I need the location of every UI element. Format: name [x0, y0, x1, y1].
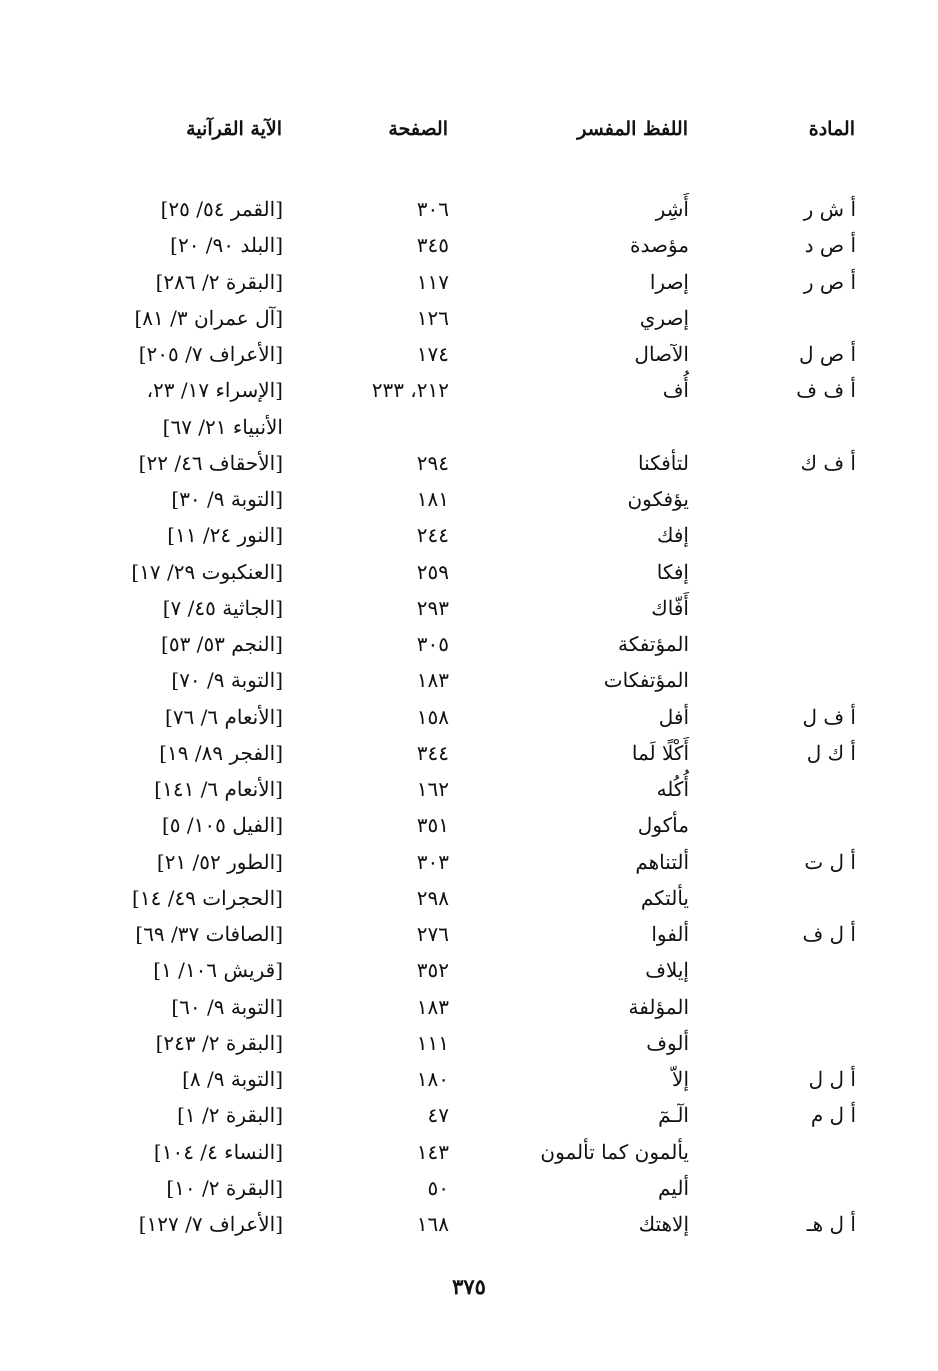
table-row: [0, 989, 938, 1025]
page-cell: ٣٤٤: [416, 740, 449, 765]
header-word: اللفظ المفسر: [577, 118, 688, 140]
verse-cell: [قريش ١٠٦/ ١]: [153, 958, 283, 983]
page-cell: ٣٠٥: [416, 632, 449, 656]
verse-cell: [الجاثية ٤٥/ ٧]: [162, 595, 283, 620]
table-row: [0, 1025, 938, 1061]
page-cell: ٢٩٨: [416, 885, 449, 910]
verse-cell: [الأعراف ٧/ ٢٠٥]: [138, 342, 283, 366]
page-cell: ١٧٤: [416, 342, 449, 366]
page-cell: ١٥٨: [416, 704, 449, 729]
page-number: ٣٧٥: [452, 1274, 486, 1299]
page-cell: ٥٠: [427, 1175, 449, 1200]
verse-cell: [البقرة ٢/ ٢٤٣]: [155, 1030, 283, 1055]
page-cell: ٢٤٤: [416, 523, 449, 548]
page-cell: ١٨٣: [416, 994, 449, 1019]
page-cell: ٣٥١: [416, 813, 449, 838]
table-row: [0, 844, 938, 880]
verse-cell: [النجم ٥٣/ ٥٣]: [161, 632, 283, 656]
word-cell: ألفوا: [651, 922, 689, 946]
table-row: [0, 699, 938, 735]
verse-cell: [البلد ٩٠/ ٢٠]: [170, 233, 283, 258]
word-cell: أُكُله: [656, 777, 689, 801]
table-row: [0, 880, 938, 916]
verse-cell: [الأحقاف ٤٦/ ٢٢]: [138, 450, 283, 475]
table-row: [0, 626, 938, 662]
page-cell: ١١١: [416, 1030, 449, 1055]
verse-cell: [الصافات ٣٧/ ٦٩]: [135, 922, 283, 946]
verse-cell: [الحجرات ٤٩/ ١٤]: [132, 885, 283, 910]
table-row: [0, 590, 938, 626]
page-cell: ٣٠٣: [416, 849, 449, 874]
word-cell: أفل: [658, 704, 689, 729]
root-cell: أ ك ل: [806, 740, 856, 765]
page-cell: ١١٧: [416, 269, 449, 294]
header-page: الصفحة: [388, 118, 448, 140]
page-cell: ١٦٨: [416, 1212, 449, 1236]
table-row: [0, 517, 938, 553]
table-row: [0, 807, 938, 843]
word-cell: إصري: [639, 305, 689, 330]
table-row: [0, 554, 938, 590]
verse-cell: الأنبياء ٢١/ ٦٧]: [162, 414, 283, 439]
root-cell: أ ل ل: [808, 1067, 856, 1091]
word-cell: لتأفكنا: [638, 450, 689, 475]
verse-cell: [التوبة ٩/ ٨]: [182, 1067, 283, 1091]
word-cell: أَفّاك: [651, 595, 689, 620]
word-cell: إفك: [657, 523, 689, 548]
table-row: [0, 264, 938, 300]
verse-cell: [آل عمران ٣/ ٨١]: [134, 305, 283, 330]
root-cell: أ ص ر: [803, 269, 856, 294]
table-row: [0, 662, 938, 698]
word-cell: أليم: [658, 1175, 689, 1200]
table-row: [0, 1170, 938, 1206]
word-cell: ألوف: [646, 1030, 689, 1055]
verse-cell: [الإسراء ١٧/ ٢٣،: [146, 378, 283, 403]
word-cell: يألتكم: [640, 885, 689, 910]
root-cell: أ ف ف: [796, 378, 856, 403]
table-row: [0, 481, 938, 517]
verse-cell: [التوبة ٩/ ٣٠]: [171, 487, 283, 511]
root-cell: أ ل هـ: [806, 1212, 856, 1236]
table-row: [0, 445, 938, 481]
root-cell: أ ص ل: [799, 342, 856, 366]
word-cell: المؤلفة: [628, 994, 689, 1019]
verse-cell: [العنكبوت ٢٩/ ١٧]: [131, 559, 283, 584]
verse-cell: [الأنعام ٦/ ١٤١]: [154, 777, 283, 801]
page-cell: ١٨٠: [416, 1067, 449, 1091]
root-cell: أ ف ل: [802, 704, 856, 729]
word-cell: المؤتفكات: [603, 668, 689, 693]
word-cell: مؤصدة: [629, 233, 689, 258]
verse-cell: [الأنعام ٦/ ٧٦]: [165, 704, 283, 729]
page-cell: ١٦٢: [416, 777, 449, 801]
page-cell: ١٨١: [416, 487, 449, 511]
word-cell: المؤتفكة: [618, 632, 689, 656]
table-row: [0, 227, 938, 263]
verse-cell: [الأعراف ٧/ ١٢٧]: [138, 1212, 283, 1236]
root-cell: أ ص د: [804, 233, 856, 258]
page-cell: ٢٧٦: [416, 922, 449, 946]
page-cell: ١٢٦: [416, 305, 449, 330]
table-row: [0, 1097, 938, 1133]
table-row: [0, 300, 938, 336]
word-cell: أَشِر: [655, 197, 689, 221]
page-cell: ٣٥٢: [416, 958, 449, 983]
table-row: [0, 372, 938, 408]
verse-cell: [الطور ٥٢/ ٢١]: [156, 849, 283, 874]
page-cell: ٢٩٤: [416, 450, 449, 475]
verse-cell: [النساء ٤/ ١٠٤]: [153, 1139, 283, 1164]
table-row: [0, 409, 938, 445]
root-cell: أ ش ر: [803, 197, 856, 221]
word-cell: ألتناهم: [635, 849, 689, 874]
page-cell: ١٤٣: [416, 1139, 449, 1164]
page-cell: ٣٠٦: [416, 197, 449, 221]
word-cell: يؤفكون: [627, 487, 689, 511]
word-cell: يألمون كما تألمون: [540, 1139, 689, 1164]
index-table: [0, 191, 938, 1242]
table-row: [0, 916, 938, 952]
table-row: [0, 1061, 938, 1097]
word-cell: إلاّ: [672, 1067, 689, 1091]
page-cell: ٣٤٥: [416, 233, 449, 258]
root-cell: أ ل م: [810, 1103, 856, 1128]
table-row: [0, 771, 938, 807]
table-row: [0, 191, 938, 227]
table-row: [0, 1134, 938, 1170]
table-row: [0, 336, 938, 372]
word-cell: الٓـمٓ: [658, 1103, 689, 1128]
word-cell: إفكا: [656, 559, 689, 584]
page-cell: ٢١٢، ٢٣٣: [371, 378, 449, 403]
verse-cell: [النور ٢٤/ ١١]: [167, 523, 283, 548]
word-cell: أُف: [662, 378, 689, 403]
verse-cell: [البقرة ٢/ ٢٨٦]: [155, 269, 283, 294]
verse-cell: [القمر ٥٤/ ٢٥]: [160, 197, 283, 221]
root-cell: أ ف ك: [800, 450, 856, 475]
verse-cell: [الفجر ٨٩/ ١٩]: [159, 740, 283, 765]
word-cell: أَكْلًا لَما: [631, 740, 689, 765]
page-cell: ٤٧: [427, 1103, 449, 1128]
verse-cell: [التوبة ٩/ ٧٠]: [171, 668, 283, 693]
verse-cell: [البقرة ٢/ ١٠]: [166, 1175, 283, 1200]
word-cell: مأكول: [637, 813, 689, 838]
verse-cell: [التوبة ٩/ ٦٠]: [171, 994, 283, 1019]
header-verse: الآية القرآنية: [186, 118, 282, 140]
word-cell: الآصال: [634, 342, 689, 366]
header-root: المادة: [808, 118, 855, 140]
root-cell: أ ل ت: [804, 849, 856, 874]
table-row: [0, 1206, 938, 1242]
table-row: [0, 735, 938, 771]
verse-cell: [البقرة ٢/ ١]: [177, 1103, 283, 1128]
root-cell: أ ل ف: [802, 922, 856, 946]
word-cell: إلاهتك: [638, 1212, 689, 1236]
word-cell: إصرا: [649, 269, 689, 294]
word-cell: إيلاف: [645, 958, 689, 983]
table-row: [0, 952, 938, 988]
page-cell: ٢٥٩: [416, 559, 449, 584]
page-cell: ١٨٣: [416, 668, 449, 693]
page-cell: ٢٩٣: [416, 595, 449, 620]
verse-cell: [الفيل ١٠٥/ ٥]: [161, 813, 283, 838]
